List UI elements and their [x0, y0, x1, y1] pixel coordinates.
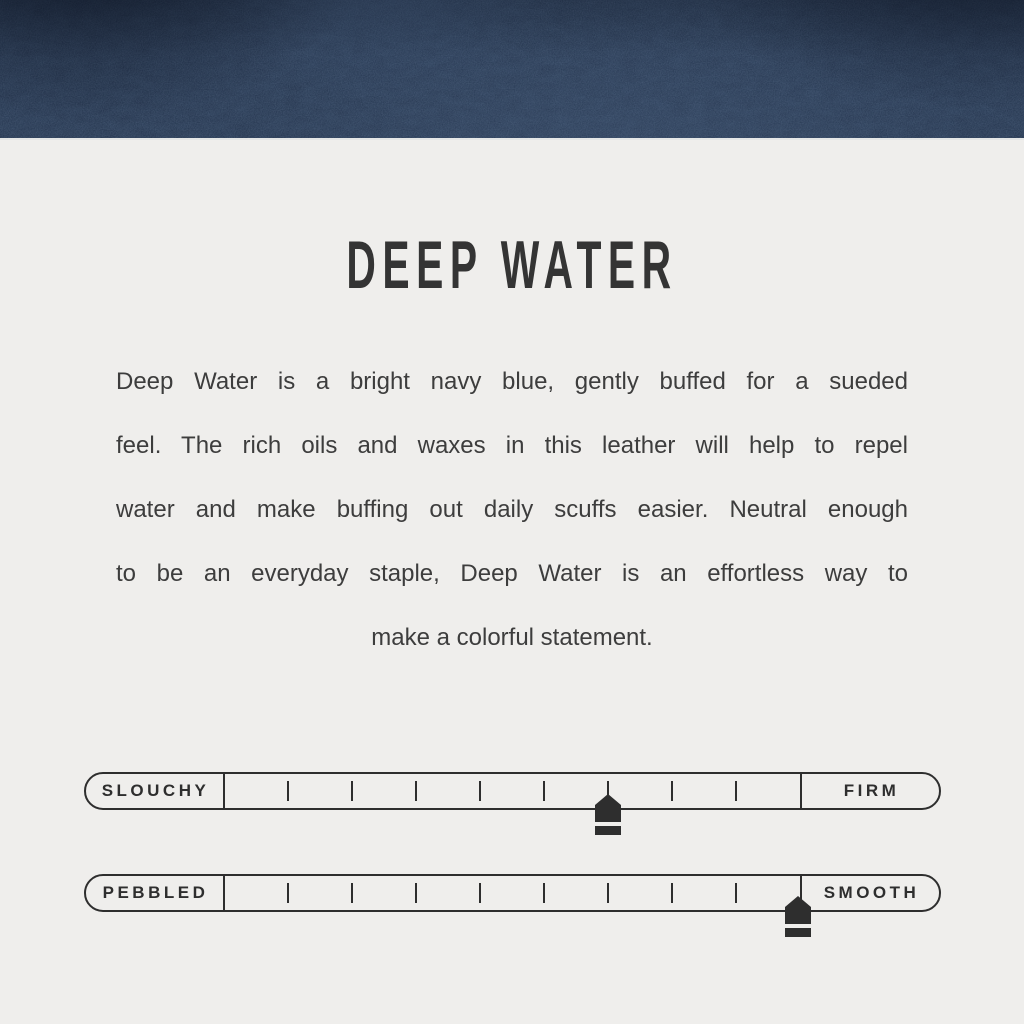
page-title: DEEP WATER [346, 227, 678, 303]
scale-slouchy-firm [84, 772, 941, 810]
scale-right-label [800, 876, 939, 910]
tick-mark [735, 781, 737, 801]
tick-mark [671, 781, 673, 801]
tick-mark [351, 781, 353, 801]
scale-right-label-text: SMOOTH [823, 883, 920, 902]
tick-mark [479, 781, 481, 801]
scale-left-label [86, 876, 225, 910]
description-line: make a colorful statement. [371, 624, 653, 651]
scale-left-label-text: PEBBLED [102, 883, 209, 902]
tick-mark [607, 883, 609, 903]
tick-mark [287, 883, 289, 903]
scale-right-label [800, 774, 939, 808]
description-line: Deep Water is a bright navy blue, gently buffed for a sueded [116, 368, 908, 395]
tick-mark [479, 883, 481, 903]
tick-mark [543, 883, 545, 903]
scale-track [225, 876, 800, 910]
description-line: water and make buffing out daily scuffs easier. Neutral enough [116, 496, 908, 523]
color-description [116, 350, 908, 670]
tick-mark [735, 883, 737, 903]
description-line: feel. The rich oils and waxes in this leather will help to repel [116, 432, 908, 459]
tick-mark [351, 883, 353, 903]
scale-right-label-text: FIRM [843, 781, 900, 800]
description-line: to be an everyday staple, Deep Water is an effortless way to [116, 560, 908, 587]
scale-track [225, 774, 800, 808]
nib-marker-icon [783, 896, 813, 938]
tick-mark [415, 883, 417, 903]
tick-mark [671, 883, 673, 903]
tick-mark [287, 781, 289, 801]
tick-mark [543, 781, 545, 801]
scale-left-label-text: SLOUCHY [101, 781, 210, 800]
scale-pebbled-smooth [84, 874, 941, 912]
swatch-bottom-highlight [0, 138, 1024, 140]
leather-shading-overlay [0, 0, 1024, 140]
tick-mark [415, 781, 417, 801]
scale-left-label [86, 774, 225, 808]
attribute-scales [0, 772, 1024, 912]
nib-marker-icon [593, 794, 623, 836]
leather-swatch-image [0, 0, 1024, 140]
